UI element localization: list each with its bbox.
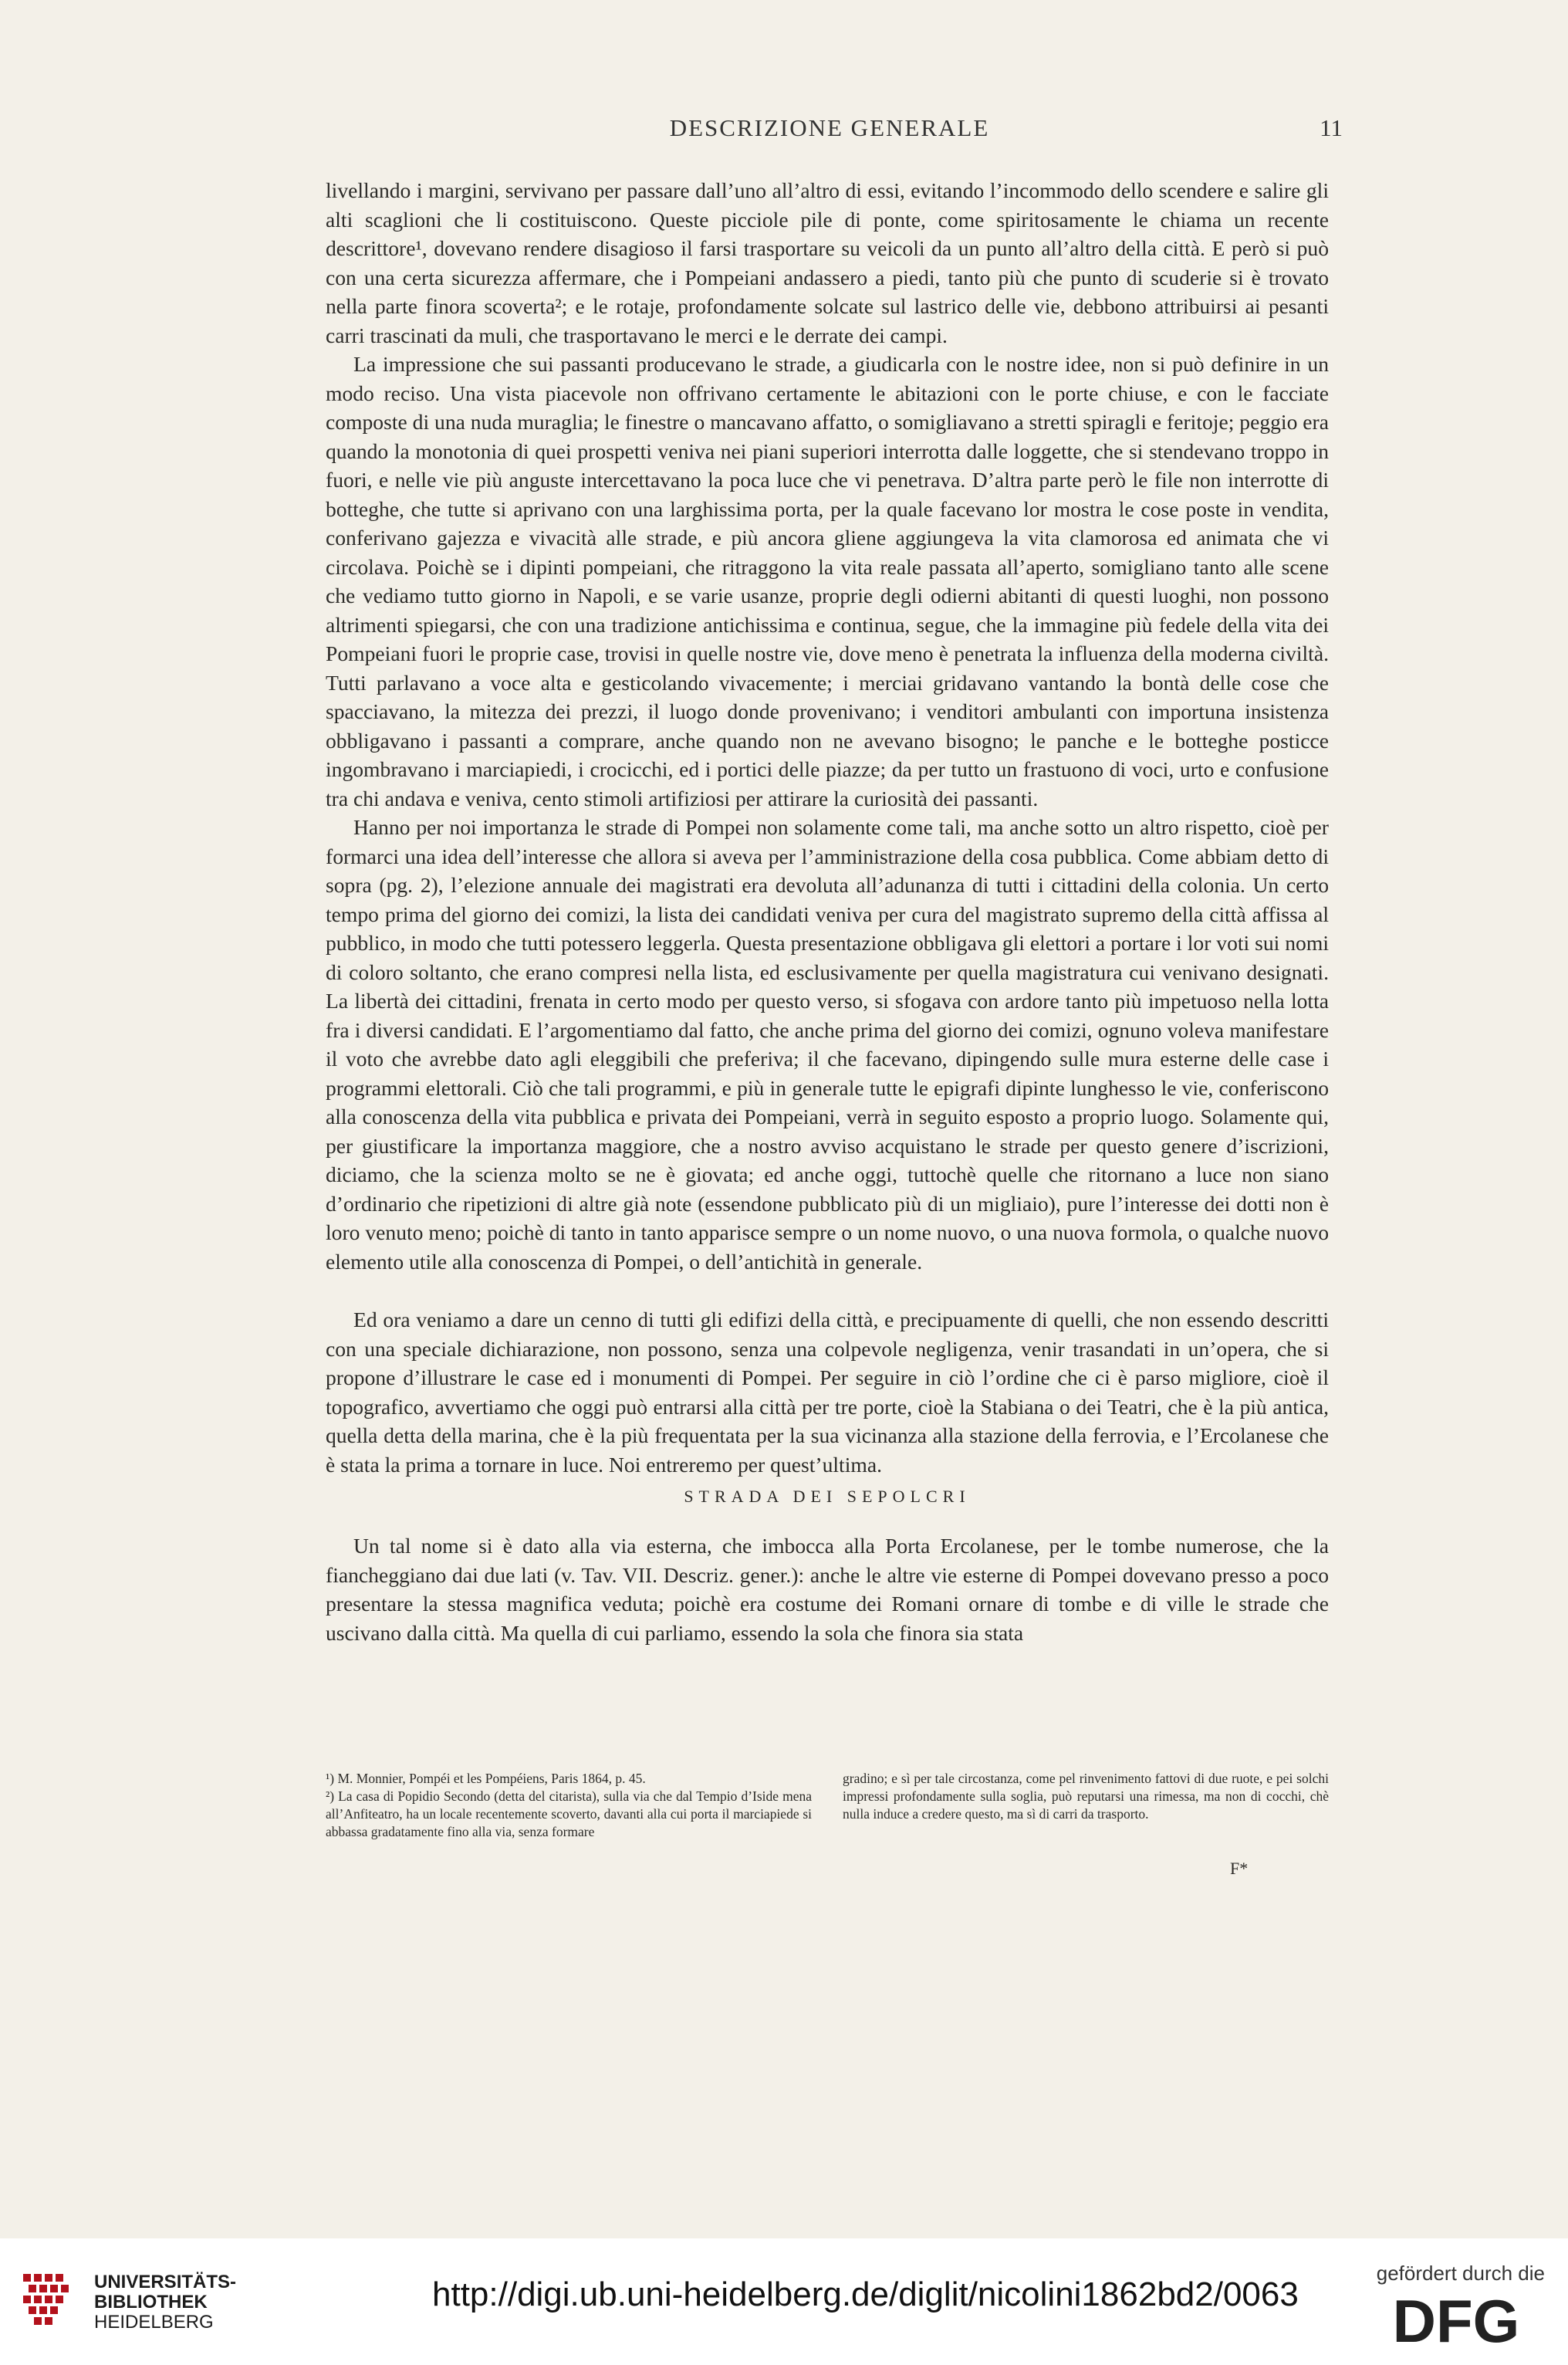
page-header [316,114,1343,153]
body-text [326,176,1329,1647]
permalink-url[interactable]: http://digi.ub.uni-heidelberg.de/diglit/nicolini1862bd2/0063 [432,2275,1299,2313]
university-library-logo-icon[interactable] [19,2266,88,2331]
library-line-3: HEIDELBERG [94,2312,214,2333]
footnote-2: ²) La casa di Popidio Secondo (detta del citarista), sulla via che dal Tempio d’Iside mena all’Anfiteatro, ha un locale recentemente scoverto, davanti alla cui porta il marciapiede si abbassa gradatamente fino alla via, senza formare [326,1788,812,1839]
footnote-1: ¹) M. Monnier, Pompéi et les Pompéiens, Paris 1864, p. 45. [326,1771,646,1786]
paragraph-3: Hanno per noi importanza le strade di Pompei non solamente come tali, ma anche sotto un altro rispetto, cioè per formarci una idea dell’interesse che allora si aveva per l’amministrazione della cosa pubblica. Come abbiam detto di sopra (pg. 2), l’elezione annuale dei magistrati era devoluta all’adunanza di tutti i cittadini della colonia. Un certo tempo prima del giorno dei comizi, la lista dei candidati veniva per cura del magistrato supremo della città affissa al pubblico, in modo che tutti potessero leggerla. Questa presentazione obbligava gli elettori a portare i lor voti sui nomi di coloro soltanto, che erano compresi nella lista, ed esclusivamente per quella magistratura cui venivano designati. La libertà dei cittadini, frenata in certo modo per questo verso, si sfogava con ardore tanto più impetuoso nella lotta fra i diversi candidati. E l’argomentiamo dal fatto, che anche prima del giorno dei comizi, ognuno voleva manifestare il voto che avrebbe dato agli eleggibili che preferiva; il che facevano, dipingendo sulle mura esterne delle case i programmi elettorali. Ciò che tali programmi, e più in generale tutte le epigrafi dipinte lunghesso le vie, conferiscono alla conoscenza della vita pubblica e privata dei Pompeiani, verrà in seguito esposto a proprio luogo. Solamente qui, per giustificare la importanza maggiore, che a nostro avviso acquistano le strade per questo genere d’iscrizioni, diciamo, che la scienza molto se ne è giovata; ed anche oggi, tuttochè quelle che ritornano a luce non siano d’ordinario che ripetizioni di altre già note (essendone pubblicato più di un migliaio), pure l’interesse dei dotti non è loro venuto meno; poichè di tanto in tanto apparisce sempre o un nome nuovo, o una nuova formola, o qualche nuovo elemento utile alla conoscenza di Pompei, o dell’antichità in generale. [326,815,1329,1274]
footnote-2-continued: gradino; e sì per tale circostanza, come pel rinvenimento fattovi di due ruote, e pei solchi impressi profondamente sulla soglia, può reputarsi una rimessa, ma non di cocchi, chè nulla induce a credere questo, ma sì di carri da trasporto. [843,1771,1329,1822]
signature-mark: F* [1230,1859,1249,1878]
library-line-2: BIBLIOTHEK [94,2292,208,2313]
dfg-logo-text: DFG [1392,2292,1520,2346]
section-paragraph: Un tal nome si è dato alla via esterna, che imbocca alla Porta Ercolanese, per le tombe numerose, che la fiancheggiano dai due lati (v. Tav. VII. Descriz. gener.): anche le altre vie esterne di Pompei dovevano presso a poco presentare la stessa magnifica veduta; poichè era costume dei Romani ornare di tombe e di ville le strade che uscivano dalla città. Ma quella di cui parliamo, essendo la sola che finora sia stata [326,1534,1329,1645]
footnotes-right-column [843,1770,1329,1841]
paragraph-2: La impressione che sui passanti producevano le strade, a giudicarla con le nostre idee, non si può definire in un modo reciso. Una vista piacevole non offrivano certamente le abitazioni con le porte chiuse, e con le facciate composte di una nuda muraglia; le finestre o mancavano affatto, o somigliavano a stretti spiragli e feritoje; peggio era quando la monotonia di quei prospetti veniva nei piani superiori interrotta dalle loggette, che si stendevano troppo in fuori, e nelle vie più anguste intercettavano la poca luce che vi penetrava. D’altra parte però le file non interrotte di botteghe, che tutte si aprivano con una larghissima porta, per la quale facevano lor mostra le cose poste in vendita, conferivano gajezza e vivacità alle strade, e più ancora gliene aggiungeva la vita clamorosa ed animata che vi circolava. Poichè se i dipinti pompeiani, che ritraggono la vita reale passata all’aperto, somigliano tanto alle scene che vediamo tutto giorno in Napoli, e se varie usanze, proprie degli odierni abitanti di questi luoghi, non possono altrimenti spiegarsi, che con una tradizione antichissima e continua, segue, che la immagine più fedele della vita dei Pompeiani fuori le proprie case, trovisi in quelle nostre vie, dove meno è penetrata la influenza della moderna civiltà. Tutti parlavano a voce alta e gesticolando vivacemente; i merciai gridavano vantando la bontà delle cose che spacciavano, la mitezza dei prezzi, il luogo donde provenivano; i venditori ambulanti con importuna insistenza obbligavano i passanti a comprare, anche quando non ne avevano bisogno; le panche e le botteghe posticce ingombravano i marciapiedi, i crocicchi, ed i portici delle piazze; da per tutto un frastuono di voci, urto e confusione tra chi andava e veniva, cento stimoli artifiziosi per attirare la curiosità dei passanti. [326,352,1329,810]
section-heading: STRADA DEI SEPOLCRI [684,1487,971,1506]
footnotes [326,1770,1329,1841]
funding-note: gefördert durch die [1376,2262,1545,2285]
paragraph-4: Ed ora veniamo a dare un cenno di tutti gli edifizi della città, e precipuamente di quelli, che non essendo descritti con una speciale dichiarazione, non possono, senza una colpevole negligenza, venir trasandati in un’opera, che si propone d’illustrare le case ed i monumenti di Pompei. Per seguire in ciò l’ordine che ci è parso migliore, cioè il topografico, avvertiamo che oggi può entrarsi alla città per tre porte, cioè la Stabiana o dei Teatri, che è la più antica, quella detta della marina, che è la più frequentata per la sua vicinanza alla stazione della ferrovia, e l’Ercolanese che è stata la prima a tornare in luce. Noi entreremo per quest’ultima. [326,1308,1329,1477]
viewer-footer [0,2238,1568,2365]
page-number: 11 [1320,114,1343,141]
university-library-name [94,2272,236,2333]
dfg-logo-icon[interactable] [1367,2292,1545,2346]
running-title: DESCRIZIONE GENERALE [669,114,990,141]
library-line-1: UNIVERSITÄTS- [94,2272,237,2292]
paragraph-1: livellando i margini, servivano per passare dall’uno all’altro di essi, evitando l’incommodo dello scendere e salire gli alti scaglioni che li costituiscono. Queste picciole pile di ponte, come spiritosamente le chiama un recente descrittore¹, dovevano rendere disagioso il farsi trasportare su veicoli da un punto all’altro della città. E però si può con una certa sicurezza affermare, che i Pompeiani andassero a piedi, tanto più che punto di scuderie si è trovato nella parte finora scoverta²; e le rotaje, profondamente solcate sul lastrico delle vie, debbono attribuirsi ai pesanti carri trascinati da muli, che trasportavano le merci e le derrate dei campi. [326,178,1329,347]
footnotes-left-column [326,1770,812,1841]
